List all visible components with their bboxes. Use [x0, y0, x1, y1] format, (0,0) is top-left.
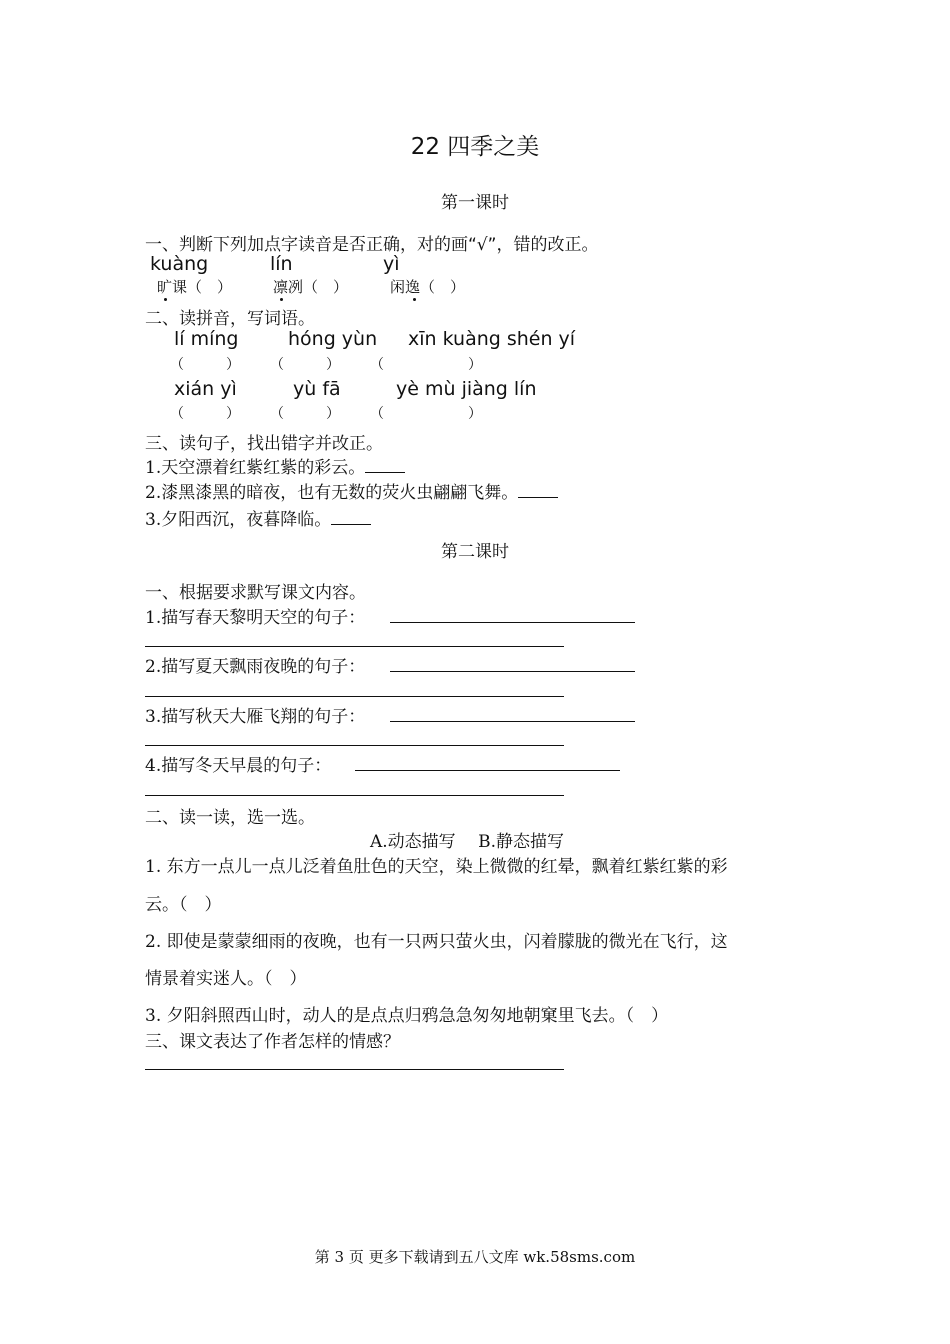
word-linlie: 凛冽（ ）: [273, 278, 349, 296]
answer-line[interactable]: [145, 795, 564, 796]
l2-q1-item-3: 3.描写秋天大雁飞翔的句子：: [145, 707, 366, 727]
answer-line[interactable]: [390, 721, 635, 722]
l2-q1-item-2: 2.描写夏天飘雨夜晚的句子：: [145, 657, 366, 677]
answer-blank[interactable]: [518, 481, 558, 498]
answer-paren[interactable]: （ ）: [170, 357, 240, 373]
l2-q2-s1-line1: 1. 东方一点儿一点儿泛着鱼肚色的天空，染上微微的红晕，飘着红紫红紫的彩: [145, 857, 728, 877]
answer-paren[interactable]: （ ）: [270, 357, 340, 373]
emphasis-dot: [164, 298, 167, 301]
l1-q1-prompt: 一、判断下列加点字读音是否正确，对的画“√”，错的改正。: [145, 235, 599, 255]
l2-q1-item-1: 1.描写春天黎明天空的句子：: [145, 608, 366, 628]
l2-q3-prompt: 三、课文表达了作者怎样的情感？: [145, 1032, 400, 1052]
answer-paren[interactable]: （ ）: [370, 406, 482, 422]
pinyin-yi: yì: [383, 253, 400, 275]
l2-q2-prompt: 二、读一读，选一选。: [145, 808, 315, 828]
l2-q1-prompt: 一、根据要求默写课文内容。: [145, 583, 366, 603]
l1-q3-item-3: [145, 505, 371, 530]
l2-q1-item-4: 4.描写冬天早晨的句子：: [145, 756, 332, 776]
l2-q2-s2-line2: 情景着实迷人。（ ）: [145, 969, 307, 989]
answer-line[interactable]: [145, 646, 564, 647]
l2-q2-s3: 3. 夕阳斜照西山时，动人的是点点归鸦急急匆匆地朝窠里飞去。（ ）: [145, 1006, 669, 1026]
emphasis-dot: [280, 298, 283, 301]
l2-q2-s2-line1: 2. 即使是蒙蒙细雨的夜晚，也有一只两只萤火虫，闪着朦胧的微光在飞行，这: [145, 932, 728, 952]
pinyin-lin: lín: [270, 253, 293, 275]
lesson2-heading: 第二课时: [441, 542, 509, 562]
answer-paren[interactable]: （ ）: [270, 406, 340, 422]
l1-q3-item-2: [145, 478, 558, 503]
l2-q2-s1-line2: 云。（ ）: [145, 895, 222, 915]
answer-line[interactable]: [390, 671, 635, 672]
pinyin-xianyi: xián yì: [174, 378, 237, 400]
sentence: 2.漆黑漆黑的暗夜，也有无数的荧火虫翩翩飞舞。: [145, 483, 519, 503]
answer-paren[interactable]: （ ）: [370, 357, 482, 373]
answer-line[interactable]: [145, 1069, 564, 1070]
answer-blank[interactable]: [331, 508, 371, 525]
emphasis-dot: [413, 298, 416, 301]
l1-q3-item-1: [145, 453, 405, 478]
l1-q2-prompt: 二、读拼音，写词语。: [145, 309, 315, 329]
pinyin-yufa: yù fā: [293, 378, 341, 400]
pinyin-kuang: kuàng: [150, 253, 209, 275]
sentence: 3.夕阳西沉，夜暮降临。: [145, 510, 332, 530]
pinyin-xinkuangshenyi: xīn kuàng shén yí: [408, 328, 576, 350]
pinyin-liming: lí míng: [174, 328, 239, 350]
answer-blank[interactable]: [365, 456, 405, 473]
answer-line[interactable]: [145, 696, 564, 697]
lesson1-heading: 第一课时: [441, 193, 509, 213]
answer-line[interactable]: [145, 745, 564, 746]
pinyin-hongyun: hóng yùn: [288, 328, 378, 350]
sentence: 1.天空漂着红紫红紫的彩云。: [145, 458, 366, 478]
page-footer: 第 3 页 更多下载请到五八文库 wk.58sms.com: [314, 1248, 636, 1266]
word-kuangke: 旷课（ ）: [157, 278, 233, 296]
pinyin-yemujianglin: yè mù jiàng lín: [396, 378, 537, 400]
l1-q3-prompt: 三、读句子，找出错字并改正。: [145, 434, 383, 454]
answer-paren[interactable]: （ ）: [170, 406, 240, 422]
page-title: 22 四季之美: [410, 134, 540, 160]
answer-line[interactable]: [355, 770, 620, 771]
answer-line[interactable]: [390, 622, 635, 623]
word-xianyi: 闲逸（ ）: [390, 278, 466, 296]
l2-q2-options: A.动态描写 B.静态描写: [370, 832, 564, 852]
